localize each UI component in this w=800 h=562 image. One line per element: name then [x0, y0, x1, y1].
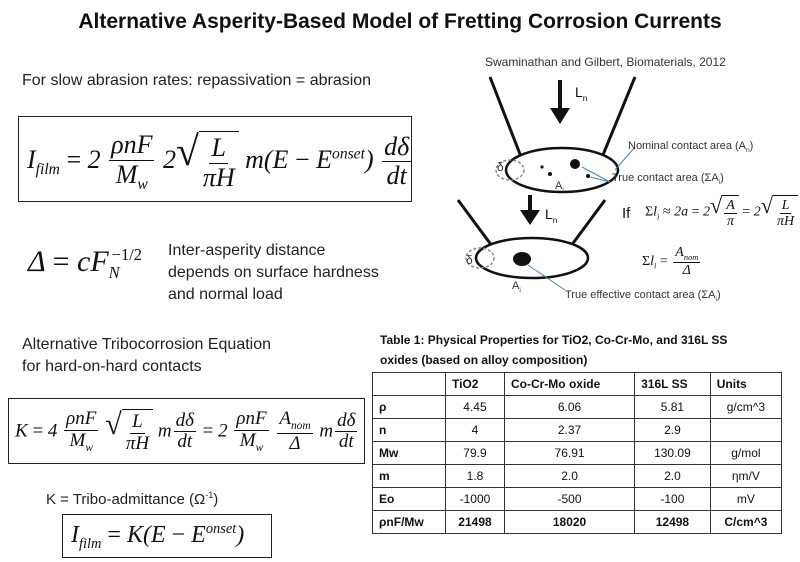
table-cell: -500	[504, 488, 634, 511]
table-cell: Eo	[373, 488, 446, 511]
inter-asperity-equation: $\Delta = cF_N^{-1/2}$	[28, 245, 143, 282]
slow-abrasion-text: For slow abrasion rates: repassivation = abrasion	[22, 72, 372, 89]
table-cell: -1000	[446, 488, 505, 511]
table-cell: 2.37	[504, 419, 634, 442]
table-cell: 5.81	[635, 396, 711, 419]
table-row	[373, 442, 782, 465]
load-label-top: $L_n$	[575, 84, 588, 103]
k-equation: K = 4 $\frac{\text{ρnF}}{M_w}$ √ $\frac{L}{\pi H}$ m $\frac{d\delta}{dt}$ = 2 $\frac{\text{ρnF}}{M_w}$ $\frac{A_{nom}}{\Delta}$ m $\frac{d\delta}{dt}$	[8, 398, 365, 464]
inter-asperity-text: Inter-asperity distance depends on surface hardness and normal load	[168, 242, 379, 303]
table-cell	[710, 419, 781, 442]
table-row	[373, 511, 782, 534]
table-cell: 6.06	[504, 396, 634, 419]
table-header: TiO2	[446, 373, 505, 396]
table-cell: 4	[446, 419, 505, 442]
sum-length-nominal-equation: $\Sigma l_i$ = $\frac{A_{nom}}{\Delta}$	[642, 245, 699, 279]
delta-label-top: δ	[497, 160, 504, 174]
table-cell: 130.09	[635, 442, 711, 465]
table-cell: g/mol	[710, 442, 781, 465]
table-cell: m	[373, 465, 446, 488]
table-cell: ρ	[373, 396, 446, 419]
tribo-admittance-text: K = Tribo-admittance $(\Omega^{-1})$	[46, 490, 219, 508]
table-cell: 2.0	[635, 465, 711, 488]
table-row	[373, 419, 782, 442]
table-cell: ηm/V	[710, 465, 781, 488]
table-cell: 18020	[504, 511, 634, 534]
table-cell: 2.9	[635, 419, 711, 442]
table-row	[373, 465, 782, 488]
ai-label-bottom: $A_i$	[512, 280, 521, 295]
load-label-bottom: $L_n$	[545, 206, 558, 225]
table-cell: 1.8	[446, 465, 505, 488]
table-header: Co-Cr-Mo oxide	[504, 373, 634, 396]
ai-label-top: $A_i$	[555, 180, 564, 195]
table-row	[373, 396, 782, 419]
table-cell: 2.0	[504, 465, 634, 488]
table-header: 316L SS	[635, 373, 711, 396]
film-current-equation: $I_{film} = 2$ $\frac{\text{ρnF}}{M_w}$ 2 √ $\frac{L}{\pi H}$ $m(E - E^{onset})$ $\frac{d\delta}{dt}$	[18, 116, 412, 202]
sum-length-equation: $\Sigma l_i \approx 2a = 2$ √ $\frac{A}{\pi}$ = 2 √ $\frac{L}{\pi H}$	[645, 195, 798, 230]
table-cell: 4.45	[446, 396, 505, 419]
table-cell: Mw	[373, 442, 446, 465]
table-header-row	[373, 373, 782, 396]
physical-properties-table	[372, 372, 782, 534]
table-cell: C/cm^3	[710, 511, 781, 534]
slide-title: Alternative Asperity-Based Model of Fretting Corrosion Currents	[78, 10, 722, 33]
ifilm-k-equation: $I_{film} = K(E - E^{onset})$	[62, 514, 272, 558]
table-cell: g/cm^3	[710, 396, 781, 419]
true-contact-label: True contact area $(\Sigma A_i)$	[612, 172, 724, 187]
table-cell: n	[373, 419, 446, 442]
table-cell: 76.91	[504, 442, 634, 465]
true-effective-contact-label: True effective contact area $(\Sigma A_i)$	[565, 289, 721, 304]
nominal-contact-label: Nominal contact area $(A_n)$	[628, 140, 754, 155]
table-cell: 12498	[635, 511, 711, 534]
alt-equation-heading: Alternative Tribocorrosion Equation for hard-on-hard contacts	[22, 336, 272, 375]
table-header: Units	[710, 373, 781, 396]
table-cell: 79.9	[446, 442, 505, 465]
if-label: If	[622, 205, 631, 222]
table-cell: -100	[635, 488, 711, 511]
delta-label-bottom: δ	[466, 253, 473, 267]
table-cell: mV	[710, 488, 781, 511]
table-row	[373, 488, 782, 511]
table-header	[373, 373, 446, 396]
table-caption: Table 1: Physical Properties for TiO2, Co-Cr-Mo, and 316L SS oxides (based on alloy composition)	[380, 333, 728, 367]
citation: Swaminathan and Gilbert, Biomaterials, 2012	[485, 55, 726, 69]
table-cell: ρnF/Mw	[373, 511, 446, 534]
table-cell: 21498	[446, 511, 505, 534]
